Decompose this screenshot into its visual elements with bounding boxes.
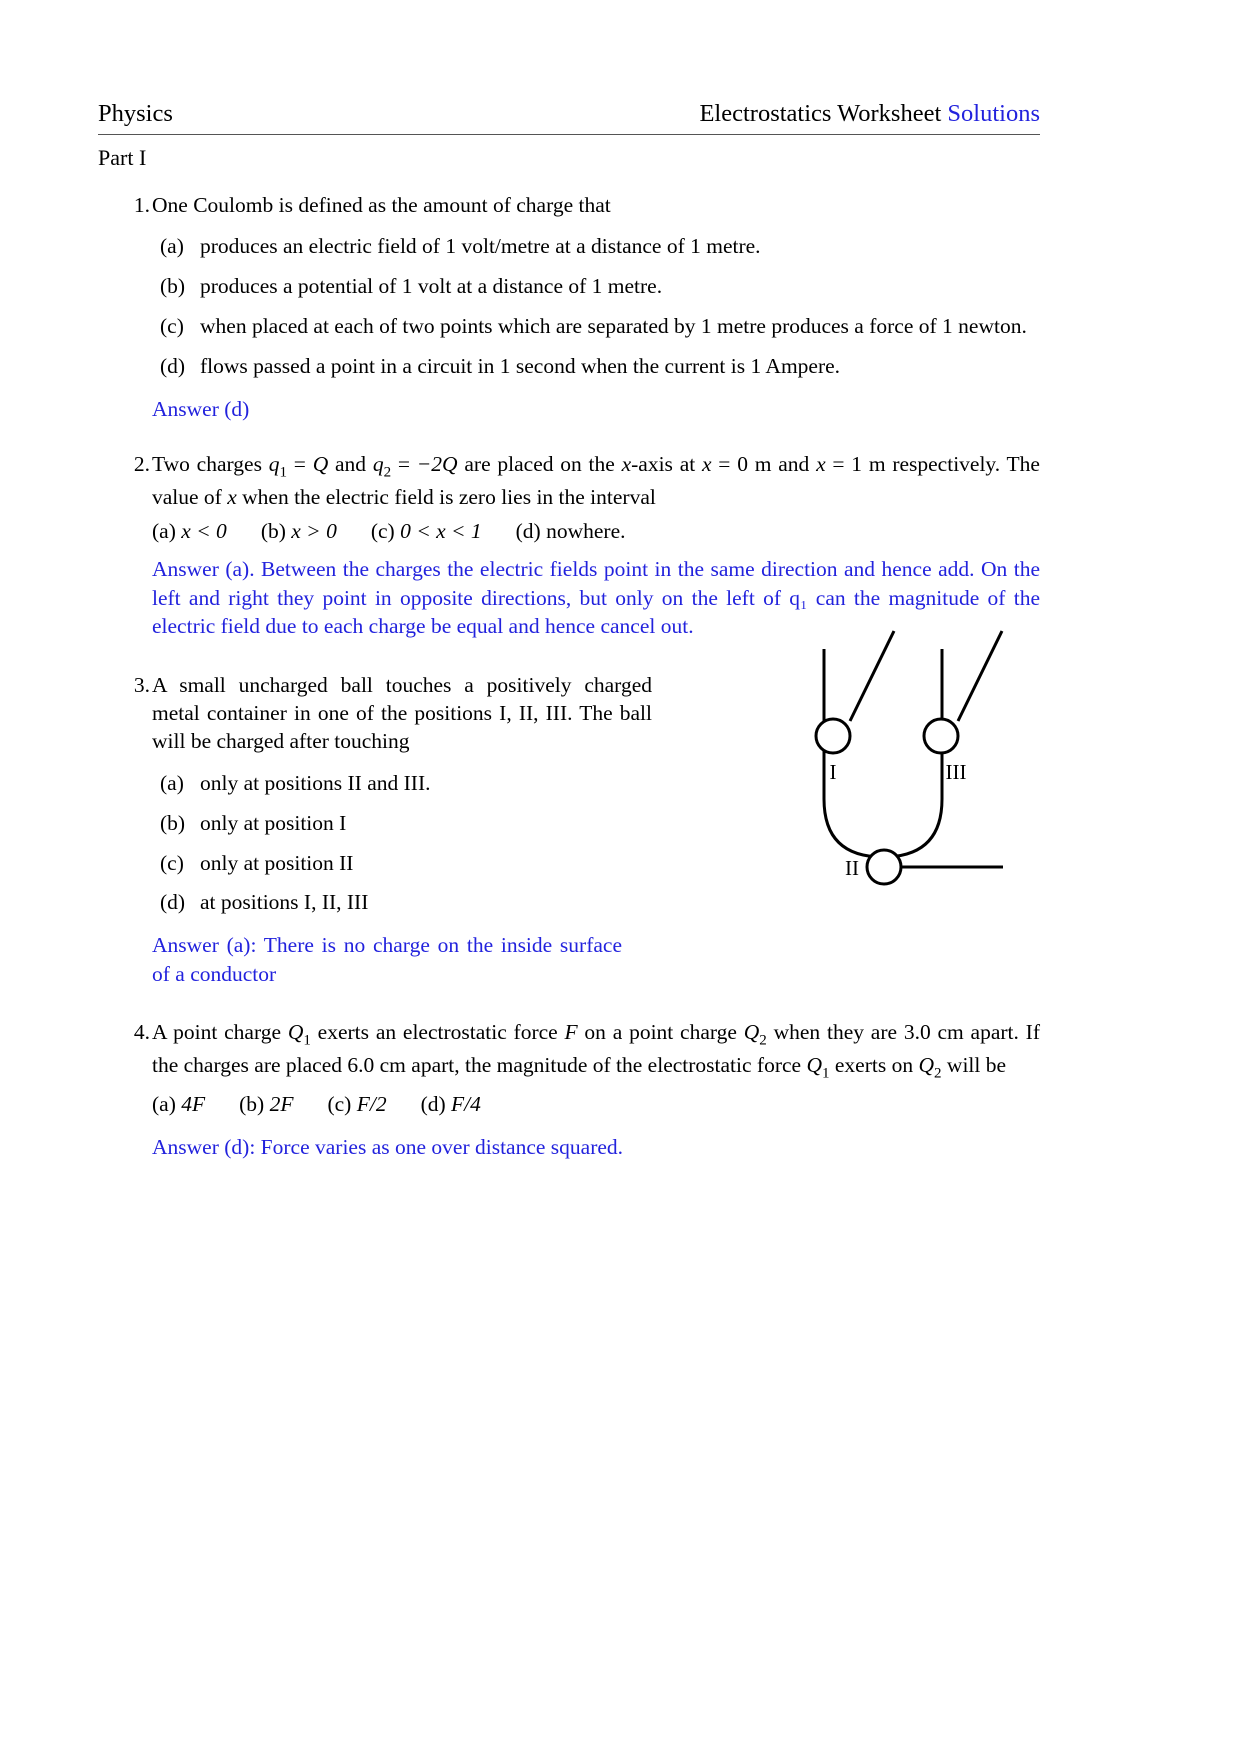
q4-var-Q1: Q <box>287 1020 304 1045</box>
label-position-ii: II <box>845 855 859 880</box>
q4-var-Q2b: Q <box>918 1053 935 1078</box>
question-2-options <box>152 517 1040 545</box>
option-4b-tag: (b) <box>239 1092 265 1117</box>
question-3-answer: Answer (a): There is no charge on the inside surface of a conductor <box>152 933 622 986</box>
question-3-options <box>152 770 652 918</box>
option-1c-tag: (c) <box>160 314 184 339</box>
option-1d[interactable] <box>152 353 1040 381</box>
option-3c-tag: (c) <box>160 850 184 875</box>
option-1a-tag: (a) <box>160 234 184 259</box>
q2-text-3: when the electric field is zero lies in the interval <box>236 484 656 509</box>
label-position-iii: III <box>945 759 967 784</box>
option-4c[interactable] <box>327 1092 386 1116</box>
page-header <box>98 100 1040 134</box>
option-2c-text: 0 < x < 1 <box>400 519 482 544</box>
option-4a-text: 4F <box>181 1092 206 1117</box>
q2-val-Q: Q <box>312 451 329 476</box>
ball-position-ii <box>867 850 901 884</box>
option-4b-text: 2F <box>269 1092 294 1117</box>
option-1d-text: flows passed a point in a circuit in 1 second when the current is 1 Ampere. <box>200 354 841 379</box>
option-4c-tag: (c) <box>327 1092 352 1117</box>
q2-var-x2: x <box>816 451 826 476</box>
q2-val-neg2Q: −2Q <box>416 451 458 476</box>
question-3-number: 3. <box>133 672 150 697</box>
option-3d-text: at positions I, II, III <box>200 890 369 915</box>
q4-var-Q1b: Q <box>806 1053 822 1078</box>
q4-text-f: will be <box>941 1053 1007 1078</box>
string-position-iii <box>958 631 1002 721</box>
option-3d-tag: (d) <box>160 890 186 915</box>
option-1a-text: produces an electric field of 1 volt/metre at a distance of 1 metre. <box>200 234 761 259</box>
q2-val-x1: = 0 <box>711 451 748 476</box>
q2-text-1: Two charges <box>152 451 269 476</box>
option-4d-tag: (d) <box>420 1092 446 1117</box>
option-2a[interactable] <box>152 519 227 543</box>
q2-var-x1: x <box>701 451 712 476</box>
header-title-solutions: Solutions <box>947 100 1040 127</box>
header-divider <box>98 134 1040 135</box>
question-1-options <box>152 233 1040 381</box>
option-3c-text: only at position II <box>200 850 354 875</box>
ball-position-i <box>816 719 850 753</box>
q2-var-q2-sub: 2 <box>383 463 392 480</box>
option-2a-tag: (a) <box>152 519 176 544</box>
q2-unit-2: m respectively. The value of <box>152 451 1040 509</box>
container-outline <box>824 649 942 857</box>
q4-text-c: on a point charge <box>577 1020 744 1045</box>
option-2b-tag: (b) <box>260 519 286 544</box>
option-4a[interactable] <box>152 1092 205 1116</box>
option-2d-tag: (d) <box>515 519 541 544</box>
question-1-stem: One Coulomb is defined as the amount of charge that <box>152 193 611 217</box>
option-3a[interactable] <box>152 770 652 798</box>
q2-var-x3: x <box>227 484 237 509</box>
q2-val-x2: = 1 <box>825 451 863 476</box>
option-4b[interactable] <box>239 1092 293 1116</box>
q4-text-e: exerts on <box>829 1053 919 1078</box>
q2-var-q2: q <box>372 451 384 476</box>
question-4-options <box>152 1090 1040 1118</box>
header-subject: Physics <box>98 100 173 127</box>
option-2d-text: nowhere. <box>546 519 626 544</box>
option-1b-text: produces a potential of 1 volt at a distance of 1 metre. <box>200 274 663 299</box>
option-3d[interactable] <box>152 889 652 917</box>
q4-var-Q1-sub: 1 <box>303 1032 311 1049</box>
q2-text-and: and <box>328 451 373 476</box>
question-2-stem <box>152 450 1040 512</box>
label-position-i: I <box>829 759 837 784</box>
question-3 <box>98 671 1040 989</box>
option-4a-tag: (a) <box>152 1092 176 1117</box>
option-4d[interactable] <box>421 1092 481 1116</box>
q4-var-Q1b-sub: 1 <box>821 1065 830 1082</box>
string-position-i <box>850 631 894 721</box>
container-svg <box>788 619 1048 889</box>
q2-xaxis-var: x <box>621 451 632 476</box>
q4-text-a: A point charge <box>152 1020 288 1045</box>
question-3-stem: A small uncharged ball touches a positively charged metal container in one of the positions I, II, III. The ball will be charged after touching <box>152 672 652 754</box>
question-1-answer: Answer (d) <box>152 397 250 422</box>
header-title-main: Electrostatics Worksheet <box>699 100 942 127</box>
option-1a[interactable] <box>152 233 1040 261</box>
option-1b-tag: (b) <box>160 274 186 299</box>
question-4-number: 4. <box>133 1020 150 1045</box>
option-2b-text: x > 0 <box>291 519 337 544</box>
part-label: Part I <box>98 145 147 170</box>
question-4-answer: Answer (d): Force varies as one over distance squared. <box>152 1134 624 1159</box>
q4-var-Q2b-sub: 2 <box>934 1065 942 1082</box>
q2-text-2: are placed on the <box>457 451 622 476</box>
option-1b[interactable] <box>152 273 1040 301</box>
option-3a-text: only at positions II and III. <box>200 770 431 795</box>
option-2d[interactable] <box>516 519 626 543</box>
question-2-answer: Answer (a). Between the charges the electric fields point in the same direction and hence add. On the left and right they point in opposite directions, but only on the left of q₁ can the magnitude of the electric field due to each charge be equal and hence cancel out. <box>152 557 1040 639</box>
q2-var-q1-sub: 1 <box>279 463 288 480</box>
option-1d-tag: (d) <box>160 354 186 379</box>
question-2 <box>98 450 1040 641</box>
option-1c[interactable] <box>152 313 1040 341</box>
q2-var-q1: q <box>268 451 280 476</box>
option-3c[interactable] <box>152 850 652 878</box>
option-3b-tag: (b) <box>160 810 186 835</box>
q4-text-d: when they are 3.0 cm apart. If the charges are placed 6.0 cm apart, the magnitude of the electrostatic force <box>152 1020 1041 1078</box>
option-3b-text: only at position I <box>200 810 347 835</box>
option-3b[interactable] <box>152 810 652 838</box>
q2-unit-1: m and <box>747 451 817 476</box>
header-title <box>699 100 1040 128</box>
option-3a-tag: (a) <box>160 770 184 795</box>
option-2c[interactable] <box>371 519 482 543</box>
ball-position-iii <box>924 719 958 753</box>
q2-xaxis-rest: -axis at <box>631 451 702 476</box>
q2-eq-1: = <box>287 451 313 476</box>
option-4d-text: F/4 <box>451 1092 481 1117</box>
worksheet-page <box>98 100 1040 1179</box>
charged-container-diagram <box>788 619 1048 889</box>
question-1-number: 1. <box>133 193 150 217</box>
q4-var-F: F <box>564 1020 578 1045</box>
option-4c-text: F/2 <box>356 1092 387 1117</box>
question-1 <box>98 191 1040 424</box>
option-1c-text: when placed at each of two points which are separated by 1 metre produces a force of 1 newton. <box>200 314 1027 339</box>
option-2a-text: x < 0 <box>181 519 227 544</box>
q4-var-Q2-sub: 2 <box>759 1032 767 1049</box>
q2-eq-2: = <box>391 451 417 476</box>
option-2b[interactable] <box>261 519 337 543</box>
question-2-number: 2. <box>133 451 150 476</box>
question-4 <box>98 1018 1040 1161</box>
q4-text-b: exerts an electrostatic force <box>310 1020 565 1045</box>
q4-var-Q2: Q <box>743 1020 760 1045</box>
option-2c-tag: (c) <box>370 519 395 544</box>
question-4-stem <box>152 1018 1040 1084</box>
